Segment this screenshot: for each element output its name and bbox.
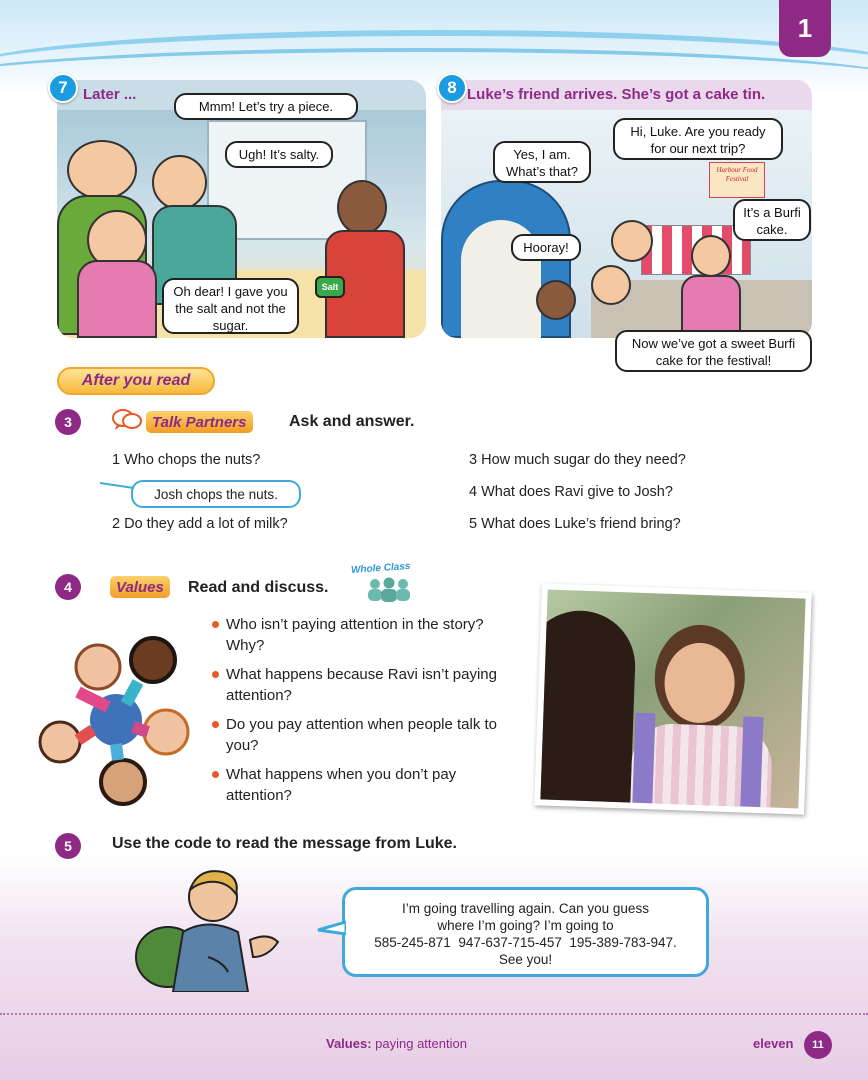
bubble-tail bbox=[100, 478, 136, 494]
girl-head bbox=[591, 265, 631, 305]
example-answer-bubble: Josh chops the nuts. bbox=[131, 480, 301, 508]
message-bubble bbox=[342, 887, 709, 977]
footer-values-label: Values: bbox=[326, 1036, 372, 1051]
speech-bubble: Hooray! bbox=[511, 234, 581, 261]
message-line: I’m going travelling again. Can you guess bbox=[402, 901, 649, 916]
friend-head bbox=[691, 235, 731, 277]
discussion-question: Who isn’t paying attention in the story? Why? bbox=[210, 614, 510, 656]
message-line: where I’m going? I’m going to bbox=[437, 918, 614, 933]
speech-bubble: Ugh! It’s salty. bbox=[225, 141, 333, 168]
footer-divider bbox=[0, 1013, 868, 1015]
speech-bubble: Yes, I am. What’s that? bbox=[493, 141, 591, 183]
whole-class-icon bbox=[365, 576, 413, 602]
exercise-number-4: 4 bbox=[55, 574, 81, 600]
salt-jar: Salt bbox=[315, 276, 345, 298]
luke-head bbox=[611, 220, 653, 262]
exercise-instruction: Use the code to read the message from Luke. bbox=[112, 835, 457, 852]
children-circle-photo bbox=[38, 632, 193, 807]
unit-number-tab: 1 bbox=[779, 0, 831, 57]
question-item: 2 Do they add a lot of milk? bbox=[112, 516, 288, 532]
footer-values bbox=[326, 1036, 467, 1051]
josh-head bbox=[152, 155, 207, 210]
ravi-head bbox=[536, 280, 576, 320]
question-item: 5 What does Luke’s friend bring? bbox=[469, 516, 681, 532]
talk-partners-badge: Talk Partners bbox=[146, 411, 253, 433]
exercise-instruction: Read and discuss. bbox=[188, 579, 329, 596]
girls-talking-photo bbox=[534, 583, 812, 814]
page-number: 11 bbox=[804, 1031, 832, 1059]
luke-character-illustration bbox=[128, 862, 283, 992]
luke-head bbox=[67, 140, 137, 200]
speech-bubble: Mmm! Let’s try a piece. bbox=[174, 93, 358, 120]
panel-number-8: 8 bbox=[437, 73, 467, 103]
friend-body bbox=[681, 275, 741, 338]
comic-panel-7 bbox=[57, 80, 426, 338]
discussion-list bbox=[210, 614, 510, 814]
speech-bubble: Oh dear! I gave you the salt and not the sugar. bbox=[162, 278, 299, 334]
page-word: eleven bbox=[753, 1036, 794, 1051]
girl-body bbox=[77, 260, 157, 338]
discussion-question: What happens when you don’t pay attention? bbox=[210, 764, 510, 806]
speech-bubble: It’s a Burfi cake. bbox=[733, 199, 811, 241]
message-line: See you! bbox=[498, 952, 553, 967]
question-item: 3 How much sugar do they need? bbox=[469, 452, 686, 468]
comic-panel-8 bbox=[441, 80, 812, 338]
speech-bubbles-icon bbox=[112, 408, 142, 432]
message-code: 585-245-871 947-637-715-457 195-389-783-947. bbox=[374, 935, 677, 950]
whole-class-label: Whole Class bbox=[350, 560, 411, 577]
footer-values-text: paying attention bbox=[375, 1036, 467, 1051]
values-badge: Values bbox=[110, 576, 170, 598]
festival-sign: Harbour Food Festival bbox=[709, 162, 765, 198]
speech-bubble: Hi, Luke. Are you ready for our next trip? bbox=[613, 118, 783, 160]
after-you-read-heading: After you read bbox=[57, 367, 215, 395]
question-item: 4 What does Ravi give to Josh? bbox=[469, 484, 673, 500]
panel-caption: Later ... bbox=[83, 86, 137, 103]
exercise-instruction: Ask and answer. bbox=[289, 413, 415, 430]
exercise-number-5: 5 bbox=[55, 833, 81, 859]
speech-bubble: Now we’ve got a sweet Burfi cake for the festival! bbox=[615, 330, 812, 372]
bubble-tail bbox=[316, 918, 346, 938]
exercise-number-3: 3 bbox=[55, 409, 81, 435]
discussion-question: What happens because Ravi isn’t paying attention? bbox=[210, 664, 510, 706]
panel-number-7: 7 bbox=[48, 73, 78, 103]
question-item: 1 Who chops the nuts? bbox=[112, 452, 261, 468]
discussion-question: Do you pay attention when people talk to you? bbox=[210, 714, 510, 756]
panel-caption: Luke’s friend arrives. She’s got a cake tin. bbox=[441, 80, 812, 110]
ravi-head bbox=[337, 180, 387, 235]
